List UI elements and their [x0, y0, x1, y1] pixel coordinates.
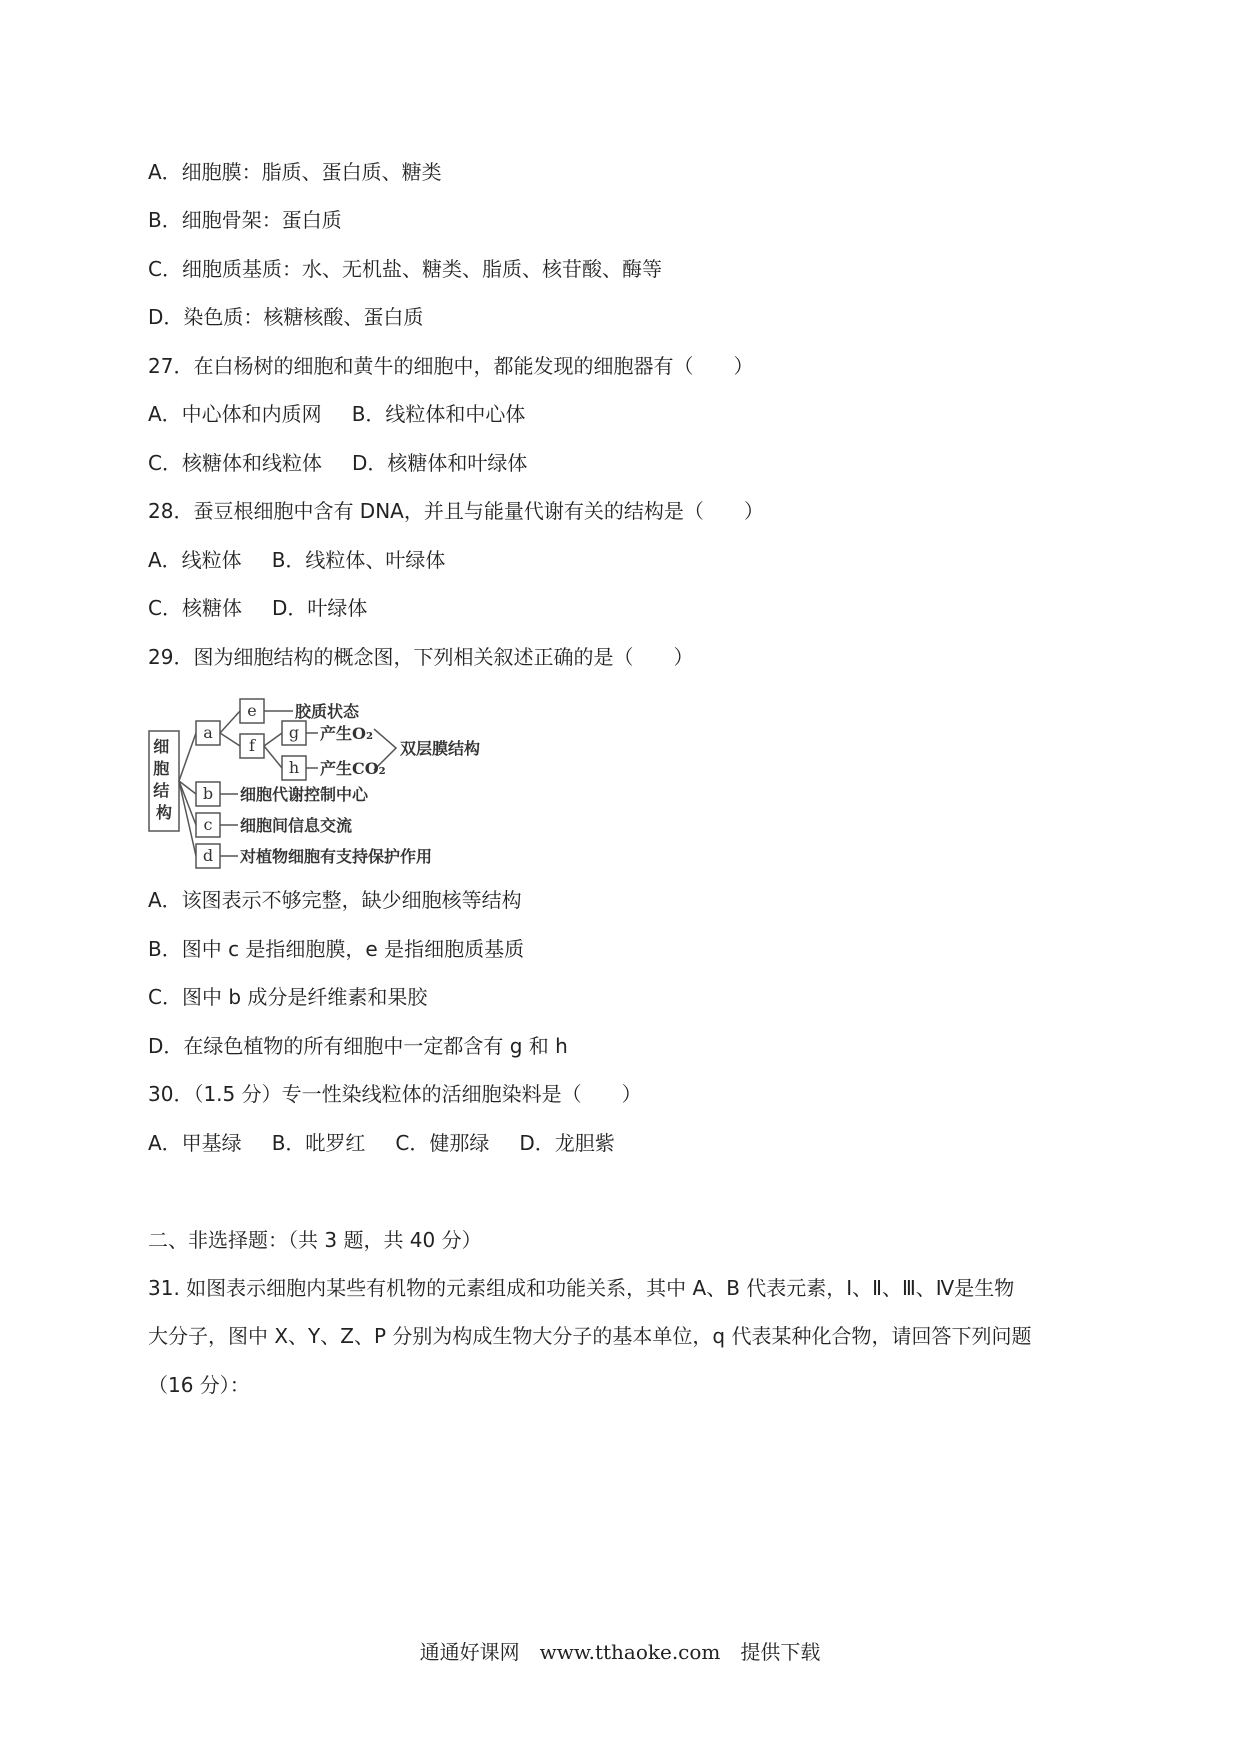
q30-option-d: D．龙胆紫 — [519, 1131, 615, 1155]
q27-options-row2 — [148, 449, 557, 477]
q28-option-d: D．叶绿体 — [271, 596, 368, 620]
q31-line3: （16 分）： — [148, 1373, 250, 1397]
label-h: 产生CO₂ — [320, 759, 386, 778]
q29-option-c: C．图中 b 成分是纤维素和果胶 — [148, 985, 428, 1009]
label-c: 细胞间信息交流 — [240, 816, 353, 835]
q27-option-a: A．中心体和内质网 — [148, 402, 322, 426]
q27-options-row1 — [148, 400, 555, 428]
q28-option-a: A．线粒体 — [148, 548, 242, 572]
q29-option-a: A．该图表示不够完整，缺少细胞核等结构 — [148, 888, 522, 912]
q26-option-a: A．细胞膜：脂质、蛋白质、糖类 — [148, 160, 442, 184]
q27-option-d: D．核糖体和叶绿体 — [351, 451, 528, 475]
q26-option-d: D．染色质：核糖核酸、蛋白质 — [148, 305, 424, 329]
label-d: 对植物细胞有支持保护作用 — [240, 847, 433, 866]
cell-structure-concept-diagram — [148, 690, 508, 880]
box-c-letter: c — [203, 815, 213, 834]
section-heading: 二、非选择题：（共 3 题，共 40 分） — [148, 1228, 482, 1252]
box-g-letter: g — [288, 723, 300, 742]
footer-credit: 通通好课网 www.tthaoke.com 提供下载 — [419, 1640, 821, 1664]
label-double-membrane: 双层膜结构 — [400, 739, 481, 758]
q31-line1: 31. 如图表示细胞内某些有机物的元素组成和功能关系，其中 A、B 代表元素，Ⅰ、Ⅱ、Ⅲ、Ⅳ是生物 — [148, 1276, 1015, 1300]
q29-stem: 29．图为细胞结构的概念图，下列相关叙述正确的是（ ） — [148, 645, 694, 669]
q28-option-b: B．线粒体、叶绿体 — [271, 548, 446, 572]
box-d-letter: d — [202, 846, 214, 865]
q30-stem: 30．（1.5 分）专一性染线粒体的活细胞染料是（ ） — [148, 1082, 642, 1106]
q29-option-b: B．图中 c 是指细胞膜，e 是指细胞质基质 — [148, 937, 525, 961]
q31-line2: 大分子，图中 X、Y、Z、P 分别为构成生物大分子的基本单位，q 代表某种化合物，请回答下列问题 — [148, 1324, 1032, 1348]
q27-option-c: C．核糖体和线粒体 — [148, 451, 322, 475]
box-a-letter: a — [203, 723, 213, 742]
q30-option-b: B．吡罗红 — [271, 1131, 366, 1155]
q28-stem: 28．蚕豆根细胞中含有 DNA，并且与能量代谢有关的结构是（ ） — [148, 499, 764, 523]
label-b: 细胞代谢控制中心 — [240, 785, 369, 804]
q29-option-d: D．在绿色植物的所有细胞中一定都含有 g 和 h — [148, 1034, 568, 1058]
q27-stem: 27．在白杨树的细胞和黄牛的细胞中，都能发现的细胞器有（ ） — [148, 354, 754, 378]
root-label: 细 胞 结 构 — [153, 737, 173, 822]
q26-option-c: C．细胞质基质：水、无机盐、糖类、脂质、核苷酸、酶等 — [148, 257, 662, 281]
q30-option-c: C．健那绿 — [395, 1131, 490, 1155]
box-h-letter: h — [288, 758, 300, 777]
box-e-letter: e — [247, 701, 257, 720]
q26-option-b: B．细胞骨架：蛋白质 — [148, 208, 342, 232]
label-e: 胶质状态 — [295, 702, 360, 721]
box-b-letter: b — [202, 784, 214, 803]
label-g: 产生O₂ — [320, 724, 373, 743]
box-f-letter: f — [249, 736, 255, 755]
q28-options-row2 — [148, 594, 397, 622]
q30-option-a: A．甲基绿 — [148, 1131, 242, 1155]
q30-options — [148, 1129, 645, 1157]
q28-options-row1 — [148, 546, 475, 574]
q27-option-b: B．线粒体和中心体 — [351, 402, 526, 426]
q28-option-c: C．核糖体 — [148, 596, 242, 620]
